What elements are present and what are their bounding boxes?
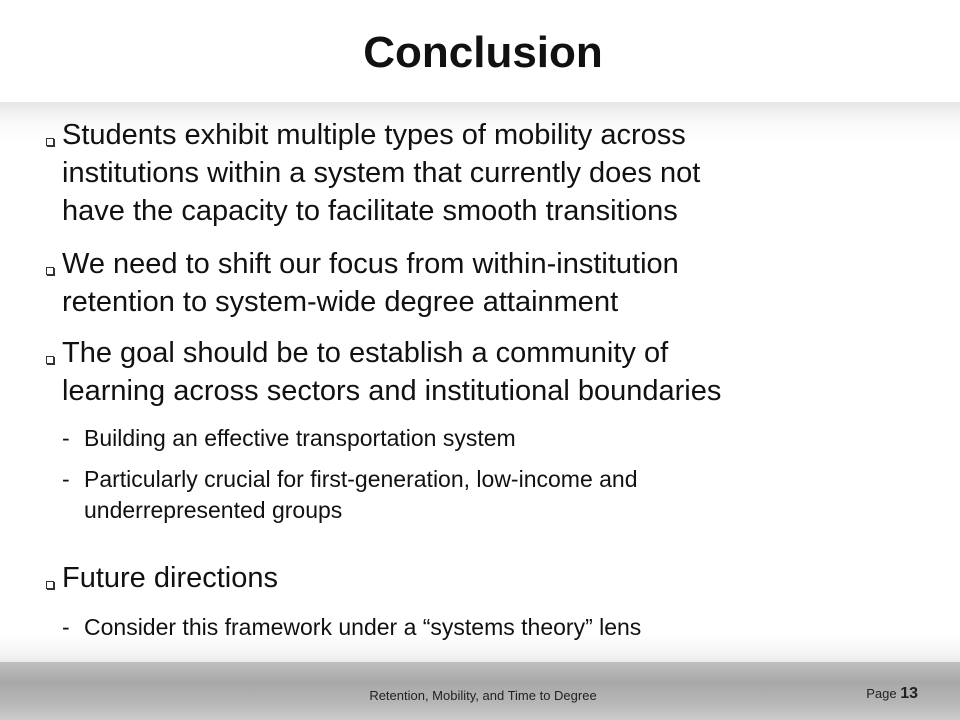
bullet-1 (62, 116, 922, 230)
bullet-1-line-2: institutions within a system that currently does not (62, 157, 701, 189)
footer-title: Retention, Mobility, and Time to Degree (369, 688, 597, 703)
bullet-1-line-1: Students exhibit multiple types of mobility across (62, 119, 686, 151)
page-number-value: 13 (900, 685, 918, 702)
bullet-3-line-2: learning across sectors and institutional boundaries (62, 375, 722, 407)
square-bullet-icon (46, 581, 54, 589)
bullet-3-line-1: The goal should be to establish a community of (62, 337, 669, 369)
square-bullet-icon (46, 138, 54, 146)
bullet-3-sub-2-text (84, 464, 884, 526)
bullet-3-sub-1 (62, 423, 922, 454)
bullet-4-sub-1 (62, 612, 922, 643)
bullet-4 (62, 559, 922, 597)
slide-title: Conclusion (363, 28, 603, 77)
sub-bullet-dash: - (62, 425, 70, 451)
sub-bullet-dash: - (62, 466, 70, 492)
bullet-3-sub-1-text: Building an effective transportation system (84, 425, 516, 451)
bullet-3 (62, 334, 922, 410)
bullet-2-line-2: retention to system-wide degree attainment (62, 286, 619, 318)
sub-bullet-dash: - (62, 614, 70, 640)
bullet-4-line-1: Future directions (62, 562, 278, 594)
square-bullet-icon (46, 267, 54, 275)
bullet-1-line-3: have the capacity to facilitate smooth transitions (62, 195, 678, 227)
square-bullet-icon (46, 356, 54, 364)
bullet-3-sub-2-line-2: underrepresented groups (84, 497, 343, 523)
page-label: Page (866, 686, 897, 701)
bullet-2-line-1: We need to shift our focus from within-institution (62, 248, 679, 280)
page-number (866, 685, 918, 703)
bullet-2 (62, 245, 922, 321)
bullet-4-sub-1-text: Consider this framework under a “systems theory” lens (84, 614, 642, 640)
bullet-3-sub-2-line-1: Particularly crucial for first-generation, low-income and (84, 466, 638, 492)
bullet-3-sub-2 (62, 464, 922, 526)
